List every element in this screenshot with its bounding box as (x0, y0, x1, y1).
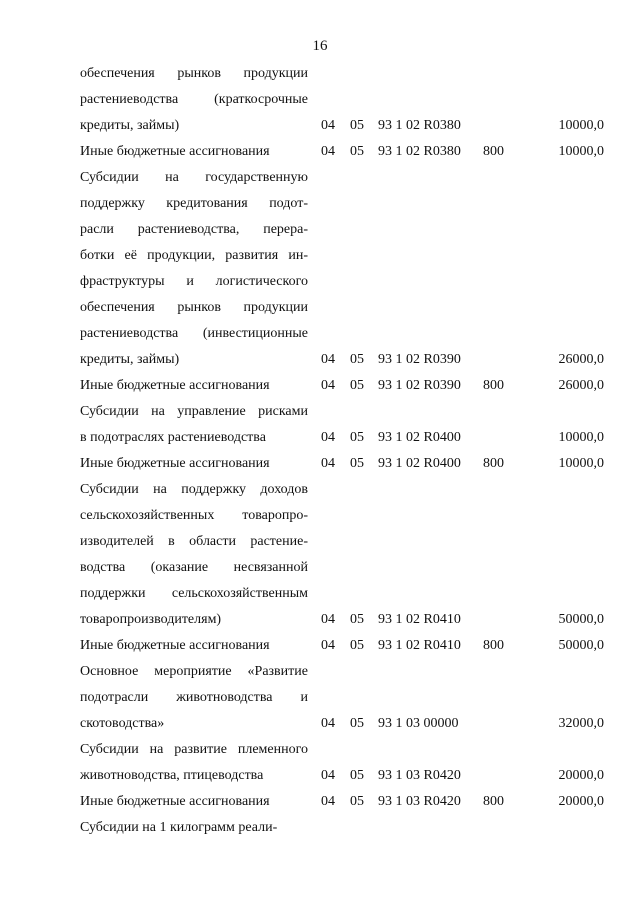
expense-type-code: 800 (483, 456, 504, 471)
section-code: 04 (321, 378, 335, 393)
target-article-code: 93 1 02 R0410 (378, 612, 461, 627)
table-row (0, 399, 640, 451)
description-line: Основное мероприятие «Развитие (80, 664, 308, 679)
table-row (0, 815, 640, 841)
description-line: фраструктуры и логистического (80, 274, 308, 289)
row-description (80, 633, 308, 659)
subsection-code: 05 (350, 456, 364, 471)
target-article-code: 93 1 02 R0390 (378, 352, 461, 367)
target-article-code: 93 1 02 R0380 (378, 144, 461, 159)
row-description (80, 165, 308, 373)
description-line: расли растениеводства, перера- (80, 222, 308, 237)
target-article-code: 93 1 02 R0400 (378, 456, 461, 471)
section-code: 04 (321, 144, 335, 159)
section-code: 04 (321, 430, 335, 445)
section-code: 04 (321, 456, 335, 471)
target-article-code: 93 1 02 R0380 (378, 118, 461, 133)
description-line: ботки её продукции, развития ин- (80, 248, 308, 263)
row-description (80, 373, 308, 399)
amount: 26000,0 (558, 378, 604, 393)
description-line: сельскохозяйственных товаропро- (80, 508, 308, 523)
subsection-code: 05 (350, 638, 364, 653)
row-description (80, 139, 308, 165)
description-line: Субсидии на государственную (80, 170, 308, 185)
description-line: поддержки сельскохозяйственным (80, 586, 308, 601)
target-article-code: 93 1 02 R0410 (378, 638, 461, 653)
description-line: Иные бюджетные ассигнования (80, 456, 270, 471)
description-line: подотрасли животноводства и (80, 690, 308, 705)
expense-type-code: 800 (483, 378, 504, 393)
description-line: Иные бюджетные ассигнования (80, 144, 270, 159)
expense-type-code: 800 (483, 144, 504, 159)
description-line: водства (оказание несвязанной (80, 560, 308, 575)
row-description (80, 61, 308, 139)
description-line: растениеводства (краткосрочные (80, 92, 308, 107)
subsection-code: 05 (350, 768, 364, 783)
section-code: 04 (321, 612, 335, 627)
amount: 26000,0 (558, 352, 604, 367)
table-row (0, 165, 640, 373)
row-description (80, 659, 308, 737)
section-code: 04 (321, 352, 335, 367)
target-article-code: 93 1 03 R0420 (378, 794, 461, 809)
subsection-code: 05 (350, 118, 364, 133)
description-line: обеспечения рынков продукции (80, 300, 308, 315)
row-description (80, 737, 308, 789)
subsection-code: 05 (350, 430, 364, 445)
table-row (0, 373, 640, 399)
row-description (80, 451, 308, 477)
section-code: 04 (321, 638, 335, 653)
description-line: товаропроизводителям) (80, 612, 222, 627)
description-line: кредиты, займы) (80, 352, 180, 367)
row-description (80, 789, 308, 815)
description-line: кредиты, займы) (80, 118, 180, 133)
subsection-code: 05 (350, 716, 364, 731)
description-line: Субсидии на управление рисками (80, 404, 308, 419)
row-description (80, 399, 308, 451)
table-row (0, 477, 640, 633)
description-line: скотоводства» (80, 716, 165, 731)
description-line: Иные бюджетные ассигнования (80, 378, 270, 393)
table-row (0, 789, 640, 815)
amount: 50000,0 (558, 612, 604, 627)
amount: 50000,0 (558, 638, 604, 653)
description-line: растениеводства (инвестиционные (80, 326, 308, 341)
section-code: 04 (321, 716, 335, 731)
subsection-code: 05 (350, 612, 364, 627)
description-line: животноводства, птицеводства (80, 768, 264, 783)
description-line: обеспечения рынков продукции (80, 66, 308, 81)
page-number: 16 (312, 38, 328, 54)
amount: 10000,0 (558, 118, 604, 133)
table-row (0, 659, 640, 737)
section-code: 04 (321, 118, 335, 133)
table-row (0, 451, 640, 477)
description-line: Иные бюджетные ассигнования (80, 638, 270, 653)
description-line: поддержку кредитования подот- (80, 196, 308, 211)
description-line: Субсидии на поддержку доходов (80, 482, 308, 497)
expense-type-code: 800 (483, 794, 504, 809)
target-article-code: 93 1 02 R0390 (378, 378, 461, 393)
description-line: Иные бюджетные ассигнования (80, 794, 270, 809)
amount: 20000,0 (558, 794, 604, 809)
subsection-code: 05 (350, 144, 364, 159)
table-row (0, 633, 640, 659)
section-code: 04 (321, 768, 335, 783)
subsection-code: 05 (350, 352, 364, 367)
amount: 20000,0 (558, 768, 604, 783)
target-article-code: 93 1 03 00000 (378, 716, 459, 731)
section-code: 04 (321, 794, 335, 809)
row-description (80, 815, 308, 841)
description-line: изводителей в области растение- (80, 534, 308, 549)
table-row (0, 737, 640, 789)
target-article-code: 93 1 02 R0400 (378, 430, 461, 445)
amount: 10000,0 (558, 144, 604, 159)
description-line: Субсидии на развитие племенного (80, 742, 308, 757)
expense-type-code: 800 (483, 638, 504, 653)
target-article-code: 93 1 03 R0420 (378, 768, 461, 783)
amount: 32000,0 (558, 716, 604, 731)
subsection-code: 05 (350, 378, 364, 393)
amount: 10000,0 (558, 456, 604, 471)
table-row (0, 139, 640, 165)
description-line: Субсидии на 1 килограмм реали- (80, 820, 278, 835)
amount: 10000,0 (558, 430, 604, 445)
row-description (80, 477, 308, 633)
subsection-code: 05 (350, 794, 364, 809)
description-line: в подотраслях растениеводства (80, 430, 266, 445)
table-row (0, 61, 640, 139)
